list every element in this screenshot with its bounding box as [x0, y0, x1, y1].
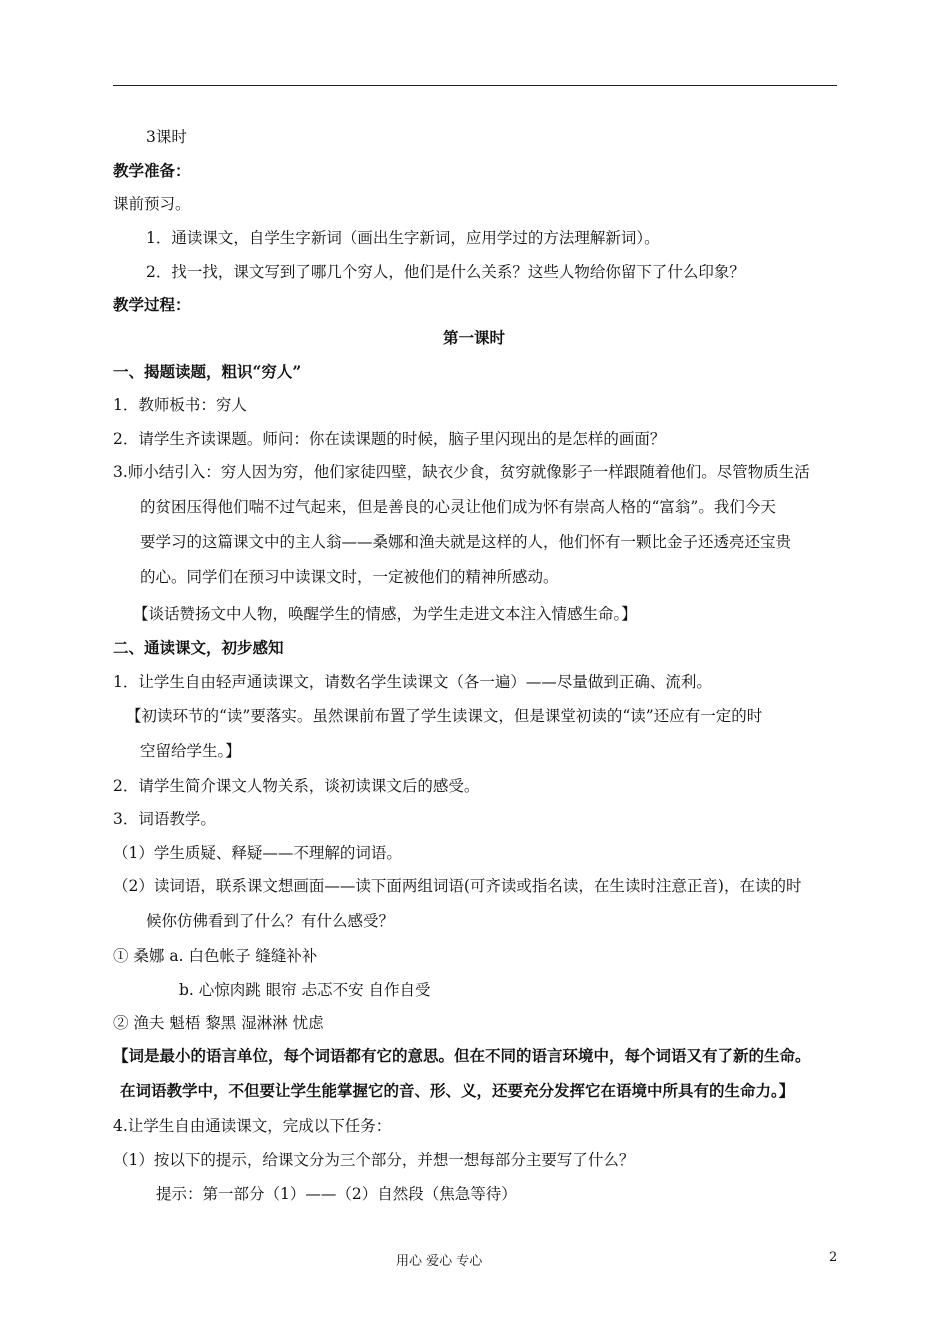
header-rule [113, 85, 837, 86]
paragraph: 1．教师板书：穷人 [113, 396, 247, 414]
paragraph: 的贫困压得他们喘不过气起来，但是善良的心灵让他们成为怀有崇高人格的“富翁”。我们今天 [140, 498, 776, 516]
paragraph: 的心。同学们在预习中读课文时，一定被他们的精神所感动。 [140, 568, 559, 586]
teaching-note: 空留给学生。】 [140, 742, 241, 760]
class-hours: 3课时 [146, 128, 187, 146]
teaching-note: 【初读环节的“读”要落实。虽然课前布置了学生读课文，但是课堂初读的“读”还应有一定的时 [126, 707, 763, 725]
paragraph: 4.让学生自由通读课文，完成以下任务： [113, 1117, 392, 1135]
section-heading-process: 教学过程： [113, 295, 191, 314]
paragraph: 1．让学生自由轻声通读课文，请数名学生读课文（各一遍）——尽量做到正确、流利。 [113, 673, 712, 691]
teaching-note: 在词语教学中，不但要让学生能掌握它的音、形、义，还要充分发挥它在语境中所具有的生命力。】 [120, 1081, 795, 1100]
paragraph: 要学习的这篇课文中的主人翁——桑娜和渔夫就是这样的人，他们怀有一颗比金子还透亮还宝贵 [140, 533, 792, 551]
teaching-note: 【谈话赞扬文中人物，唤醒学生的情感，为学生走进文本注入情感生命。】 [133, 605, 637, 623]
footer-motto: 用心 爱心 专心 [396, 1254, 483, 1269]
page-number: 2 [829, 1250, 838, 1265]
paragraph: 3．词语教学。 [113, 810, 216, 828]
paragraph: （1）按以下的提示，给课文分为三个部分，并想一想每部分主要写了什么？ [113, 1151, 635, 1169]
paragraph: 2．请学生齐读课题。师问：你在读课题的时候，脑子里闪现出的是怎样的画面？ [113, 430, 666, 448]
lesson-title: 第一课时 [443, 328, 506, 347]
paragraph: 课前预习。 [113, 195, 191, 213]
vocabulary-row: ② 渔夫 魁梧 黎黑 湿淋淋 忧虑 [113, 1014, 324, 1032]
vocabulary-row: ① 桑娜 a. 白色帐子 缝缝补补 [113, 947, 318, 965]
teaching-note: 【词是最小的语言单位，每个词语都有它的意思。但在不同的语言环境中，每个词语又有了新的生命。 [113, 1046, 811, 1065]
section-heading-preparation: 教学准备： [113, 161, 191, 180]
section-heading-part-1: 一、揭题读题，粗识“穷人” [113, 362, 302, 381]
paragraph: 3.师小结引入：穷人因为穷，他们家徒四壁，缺衣少食，贫穷就像影子一样跟随着他们。尽管物质生活 [113, 463, 810, 481]
paragraph: 2．找一找，课文写到了哪几个穷人，他们是什么关系？这些人物给你留下了什么印象？ [146, 263, 745, 281]
paragraph: （2）读词语，联系课文想画面——读下面两组词语(可齐读或指名读，在生读时注意正音)，在读的时 [113, 877, 802, 895]
paragraph: 候你仿佛看到了什么？有什么感受？ [146, 912, 395, 930]
paragraph: 提示：第一部分（1）——（2）自然段（焦急等待） [156, 1185, 517, 1203]
paragraph: 2．请学生简介课文人物关系，谈初读课文后的感受。 [113, 777, 480, 795]
paragraph: （1）学生质疑、释疑——不理解的词语。 [113, 844, 402, 862]
vocabulary-row: b. 心惊肉跳 眼帘 忐忑不安 自作自受 [179, 981, 431, 999]
paragraph: 1．通读课文，自学生字新词（画出生字新词，应用学过的方法理解新词）。 [146, 229, 660, 247]
section-heading-part-2: 二、通读课文，初步感知 [113, 638, 284, 657]
